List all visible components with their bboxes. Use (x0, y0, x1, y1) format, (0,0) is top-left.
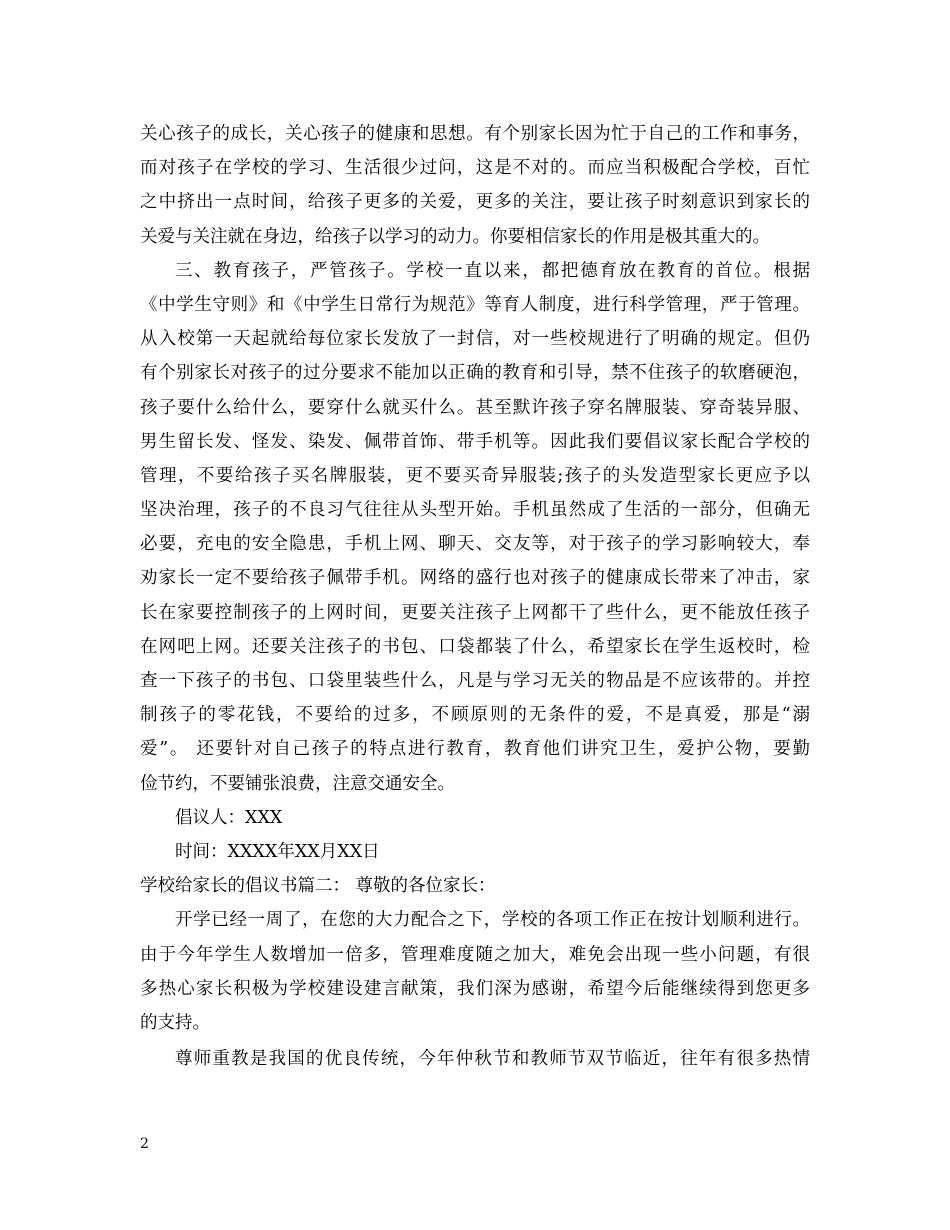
text-line: 查一下孩子的书包、口袋里装些什么，凡是与学习无关的物品是不应该带的。并控 (140, 671, 810, 691)
text-line: 必要，充电的安全隐患，手机上网、聊天、交友等，对于孩子的学习影响较大，奉 (140, 534, 810, 555)
text-line: 关爱与关注就在身边，给孩子以学习的动力。你要相信家长的作用是极其重大的。 (140, 226, 770, 247)
text-line: 制孩子的零花钱，不要给的过多，不顾原则的无条件的爱，不是真爱，那是“溺 (140, 705, 810, 726)
text-line: 有个别家长对孩子的过分要求不能加以正确的教育和引导，禁不住孩子的软磨硬泡， (140, 363, 810, 384)
text-line: 开学已经一周了，在您的大力配合之下，学校的各项工作正在按计划顺利进行。 (175, 910, 810, 931)
text-line: 从入校第一天起就给每位家长发放了一封信，对一些校规进行了明确的规定。但仍 (140, 329, 810, 350)
text-line: 在网吧上网。还要关注孩子的书包、口袋都装了什么，希望家长在学生返校时，检 (140, 636, 810, 657)
text-line: 爱”。 还要针对自己孩子的特点进行教育，教育他们讲究卫生，爱护公物，要勤 (140, 739, 810, 760)
text-line: 尊师重教是我国的优良传统，今年仲秋节和教师节双节临近，往年有很多热情 (175, 1049, 810, 1070)
text-line: 而对孩子在学校的学习、生活很少过问，这是不对的。而应当积极配合学校，百忙 (140, 158, 810, 179)
text-line: 三、教育孩子，严管孩子。学校一直以来，都把德育放在教育的首位。根据 (175, 260, 810, 281)
text-line: 长在家要控制孩子的上网时间，更要关注孩子上网都干了些什么，更不能放任孩子 (140, 602, 810, 623)
text-line: 关心孩子的成长，关心孩子的健康和思想。有个别家长因为忙于自己的工作和事务， (140, 124, 810, 144)
text-line: 劝家长一定不要给孩子佩带手机。网络的盛行也对孩子的健康成长带来了冲击，家 (140, 568, 810, 589)
text-line: 男生留长发、怪发、染发、佩带首饰、带手机等。因此我们要倡议家长配合学校的 (140, 431, 810, 452)
text-line: 由于今年学生人数增加一倍多，管理难度随之加大，难免会出现一些小问题，有很 (140, 944, 810, 965)
text-line: 管理，不要给孩子买名牌服装，更不要买奇异服装;孩子的头发造型家长更应予以 (140, 465, 810, 486)
text-line: 时间：XXXX年XX月XX日 (175, 841, 380, 862)
text-line: 俭节约，不要铺张浪费，注意交通安全。 (140, 773, 455, 794)
text-line: 坚决治理，孩子的不良习气往往从头型开始。手机虽然成了生活的一部分，但确无 (140, 500, 810, 521)
text-line: 的支持。 (140, 1012, 210, 1033)
text-line: 学校给家长的倡议书篇二： 尊敬的各位家长： (140, 876, 496, 897)
page-number: 2 (140, 1136, 149, 1152)
document-body (140, 117, 810, 1076)
text-line: 孩子要什么给什么，要穿什么就买什么。甚至默许孩子穿名牌服装、穿奇装异服、 (140, 397, 810, 418)
text-line: 《中学生守则》和《中学生日常行为规范》等育人制度，进行科学管理，严于管理。 (140, 294, 810, 315)
text-line: 倡议人：XXX (175, 807, 283, 828)
text-line: 多热心家长积极为学校建设建言献策，我们深为感谢，希望今后能继续得到您更多 (140, 978, 810, 999)
text-line: 之中挤出一点时间，给孩子更多的关爱，更多的关注，要让孩子时刻意识到家长的 (140, 192, 810, 213)
